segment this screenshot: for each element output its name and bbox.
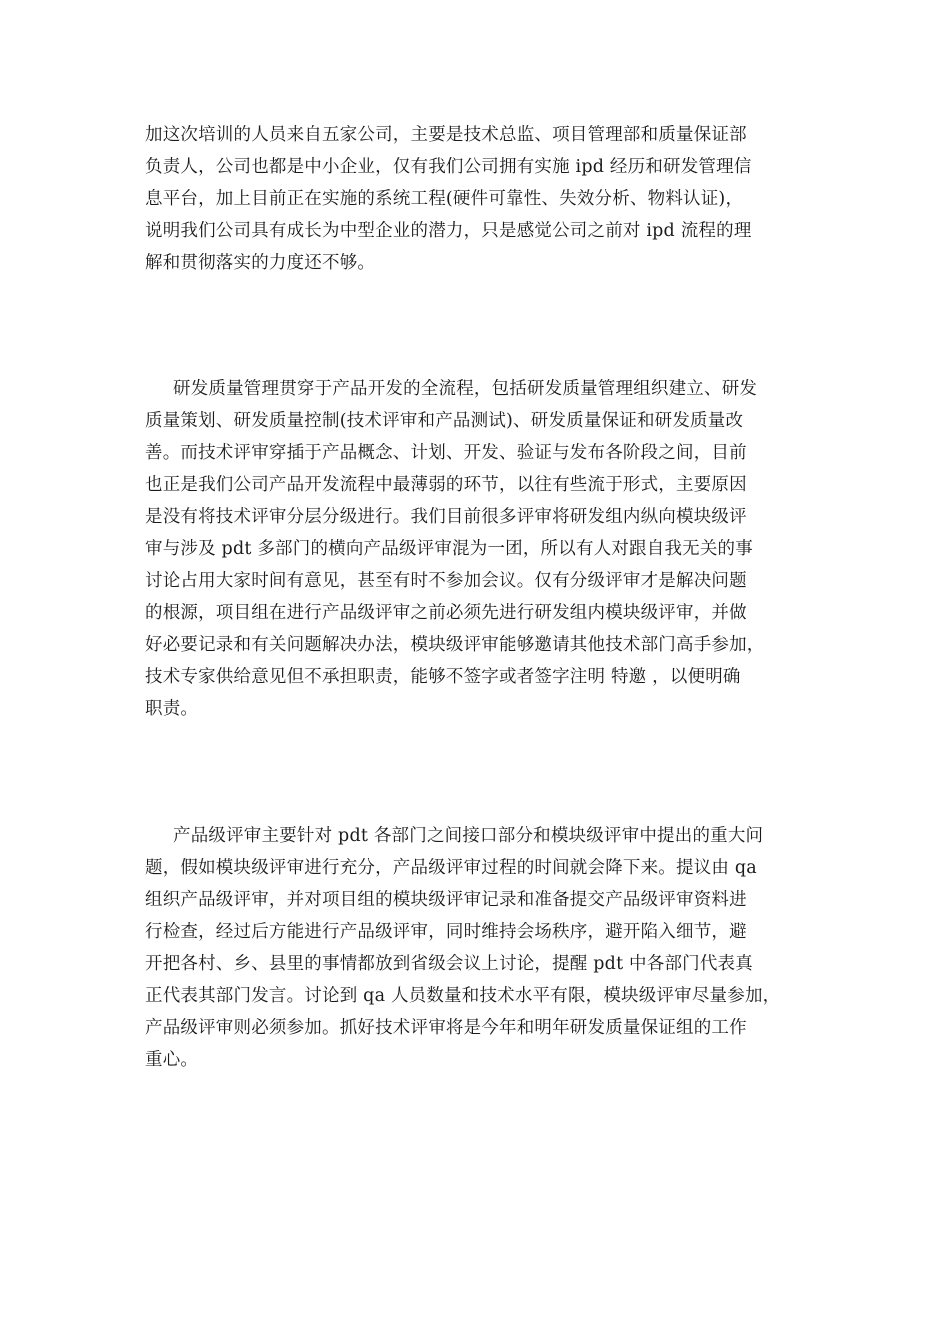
paragraph-line: 质量策划、研发质量控制(技术评审和产品测试)、研发质量保证和研发质量改 xyxy=(145,411,744,431)
paragraph-line: 说明我们公司具有成长为中型企业的潜力，只是感觉公司之前对 ipd 流程的理 xyxy=(145,221,752,241)
paragraph-line: 息平台，加上目前正在实施的系统工程(硬件可靠性、失效分析、物料认证)， xyxy=(145,189,744,209)
paragraph-line: 也正是我们公司产品开发流程中最薄弱的环节，以往有些流于形式，主要原因 xyxy=(145,475,747,495)
paragraph-line: 题，假如模块级评审进行充分，产品级评审过程的时间就会降下来。提议由 qa xyxy=(145,858,757,878)
paragraph-line: 技术专家供给意见但不承担职责，能够不签字或者签字注明 特邀 ，以便明确 xyxy=(145,667,741,687)
paragraph-line: 负责人，公司也都是中小企业，仅有我们公司拥有实施 ipd 经历和研发管理信 xyxy=(145,157,752,177)
paragraph-line: 产品级评审则必须参加。抓好技术评审将是今年和明年研发质量保证组的工作 xyxy=(145,1018,747,1038)
paragraph-3 xyxy=(145,820,815,1076)
paragraph-line: 善。而技术评审穿插于产品概念、计划、开发、验证与发布各阶段之间，目前 xyxy=(145,443,747,463)
paragraph-2 xyxy=(145,373,815,725)
paragraph-line: 的根源，项目组在进行产品级评审之前必须先进行研发组内模块级评审，并做 xyxy=(145,603,747,623)
paragraph-line: 好必要记录和有关问题解决办法，模块级评审能够邀请其他技术部门高手参加， xyxy=(145,635,765,655)
paragraph-line: 行检查，经过后方能进行产品级评审，同时维持会场秩序，避开陷入细节，避 xyxy=(145,922,747,942)
paragraph-1 xyxy=(145,119,815,279)
paragraph-line: 重心。 xyxy=(145,1050,199,1070)
paragraph-line: 讨论占用大家时间有意见，甚至有时不参加会议。仅有分级评审才是解决问题 xyxy=(145,571,747,591)
paragraph-line: 开把各村、乡、县里的事情都放到省级会议上讨论，提醒 pdt 中各部门代表真 xyxy=(145,954,753,974)
paragraph-line: 解和贯彻落实的力度还不够。 xyxy=(145,253,376,273)
paragraph-line: 职责。 xyxy=(145,699,199,719)
paragraph-line: 组织产品级评审，并对项目组的模块级评审记录和准备提交产品级评审资料进 xyxy=(145,890,747,910)
paragraph-line: 审与涉及 pdt 多部门的横向产品级评审混为一团，所以有人对跟自我无关的事 xyxy=(145,539,753,559)
paragraph-line: 加这次培训的人员来自五家公司，主要是技术总监、项目管理部和质量保证部 xyxy=(145,125,747,145)
paragraph-line: 是没有将技术评审分层分级进行。我们目前很多评审将研发组内纵向模块级评 xyxy=(145,507,747,527)
paragraph-line: 产品级评审主要针对 pdt 各部门之间接口部分和模块级评审中提出的重大问 xyxy=(173,826,764,846)
paragraph-line: 研发质量管理贯穿于产品开发的全流程，包括研发质量管理组织建立、研发 xyxy=(173,379,758,399)
paragraph-line: 正代表其部门发言。讨论到 qa 人员数量和技术水平有限，模块级评审尽量参加， xyxy=(145,986,781,1006)
